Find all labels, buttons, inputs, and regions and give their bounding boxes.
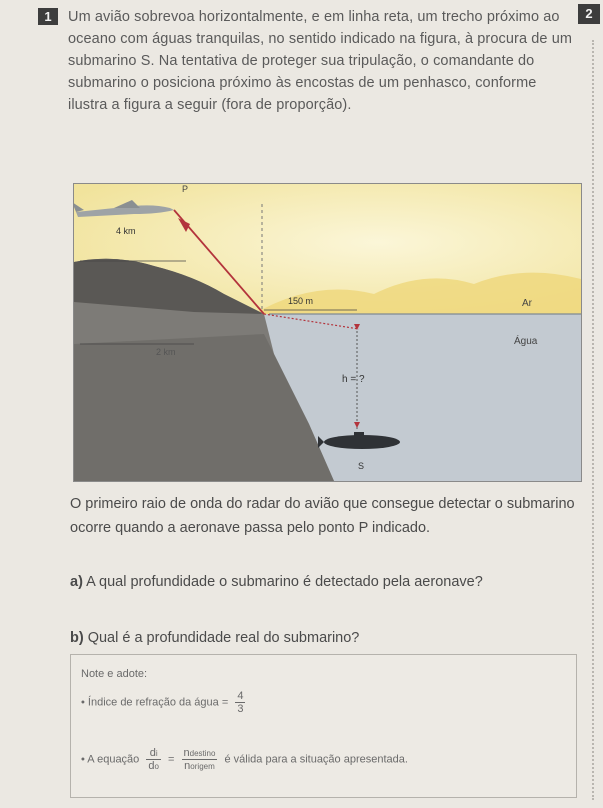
note-refraction-index xyxy=(81,690,249,715)
next-question-badge: 2 xyxy=(578,4,600,24)
d-den: d xyxy=(148,760,155,772)
note-equation xyxy=(81,747,408,772)
fraction-den: 3 xyxy=(237,703,244,715)
question-number-badge: 1 xyxy=(38,8,58,25)
d-num-sub: i xyxy=(155,749,158,758)
note-line2-suffix: é válida para a situação apresentada. xyxy=(224,753,408,766)
note-line2-prefix: • A equação xyxy=(81,753,140,766)
d-num: d xyxy=(149,747,156,759)
figure-cliff-submarine xyxy=(73,183,582,482)
d-den-sub: o xyxy=(154,762,159,771)
note-line1-prefix: • Índice de refração da água = xyxy=(81,696,229,709)
part-b-text: Qual é a profundidade real do submarino? xyxy=(87,630,360,646)
question-statement: Um avião sobrevoa horizontalmente, e em linha reta, um trecho próximo ao oceano com águas tranquilas, no sentido indicado na figura, à procura de um submarino S. Na tentativa de proteger sua tripulação, o comandante do submarino o posiciona próximo às encostas de um penhasco, conforme ilustra a figura a seguir (fora de proporção). xyxy=(68,9,573,113)
part-a xyxy=(70,570,575,594)
n-den-sub: origem xyxy=(190,762,215,771)
label-s: S xyxy=(358,461,365,471)
label-4km: 4 km xyxy=(116,226,136,236)
fraction-4-3 xyxy=(235,690,245,715)
after-figure-text: O primeiro raio de onda do radar do avião que consegue detectar o submarino ocorre quando a aeronave passa pelo ponto P indicado. xyxy=(70,496,575,536)
label-h: h = ? xyxy=(342,374,365,385)
part-a-text: A qual profundidade o submarino é detectado pela aeronave? xyxy=(86,574,483,590)
fraction-num: 4 xyxy=(237,690,244,702)
page-edge-divider xyxy=(592,40,594,800)
note-title: Note e adote: xyxy=(81,668,148,680)
n-num-sub: destino xyxy=(189,749,216,758)
part-b-label: b) xyxy=(70,630,84,646)
label-2km: 2 km xyxy=(156,347,176,357)
note-box xyxy=(70,654,577,798)
n-den: n xyxy=(184,760,191,772)
label-agua: Água xyxy=(514,336,538,347)
part-a-label: a) xyxy=(70,574,83,590)
label-ar: Ar xyxy=(522,298,532,309)
equals-sign: = xyxy=(168,753,175,766)
n-num: n xyxy=(183,747,190,759)
label-point-p: P xyxy=(182,184,189,194)
fraction-n xyxy=(182,747,218,772)
fraction-d xyxy=(146,747,161,772)
label-150m: 150 m xyxy=(288,296,314,306)
part-b xyxy=(70,626,575,650)
